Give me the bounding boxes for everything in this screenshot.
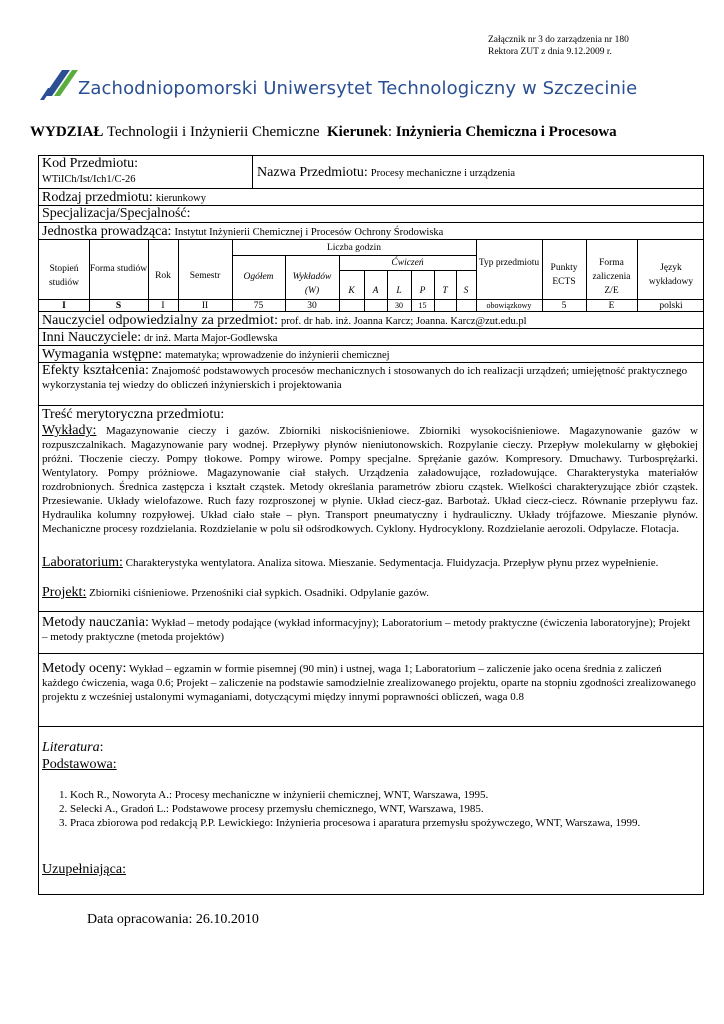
row-completion: E xyxy=(608,301,615,311)
header-level: Stopień studiów xyxy=(48,264,80,288)
other-teachers-value: dr inż. Marta Major-Godlewska xyxy=(144,333,278,344)
row-level: I xyxy=(62,301,66,311)
project-text: Zbiorniki ciśnieniowe. Przenośniki ciał sypkich. Osadniki. Odpylanie gazów. xyxy=(89,587,430,599)
header-exercises: Ćwiczeń xyxy=(391,258,424,268)
header-lectures: Wykładów (W) xyxy=(292,272,332,296)
literature-item: 1. Koch R., Noworyta A.: Procesy mechaniczne w inżynierii chemicznej, WNT, Warszawa, 1995. xyxy=(70,788,724,802)
learning-outcomes-label: Efekty kształcenia: xyxy=(42,363,149,378)
teaching-unit xyxy=(42,224,443,240)
header-language: Język wykładowy xyxy=(648,263,694,287)
other-teachers xyxy=(42,330,277,346)
row-total: 75 xyxy=(253,301,264,311)
literature-item: 2. Selecki A., Gradoń L.: Podstawowe procesy przemysłu chemicznego, WNT, Warszawa, 1985. xyxy=(70,802,724,816)
field-value: Inżynieria Chemiczna i Procesowa xyxy=(395,124,617,140)
header-completion: Forma zaliczenia Z/E xyxy=(592,258,631,296)
header-k: K xyxy=(348,286,355,296)
literature-title xyxy=(42,741,103,755)
other-teachers-label: Inni Nauczyciele: xyxy=(42,330,142,345)
course-name xyxy=(257,165,515,181)
prepared-date xyxy=(87,912,259,928)
header-total: Ogółem xyxy=(243,272,274,282)
course-name-label: Nazwa Przedmiotu: xyxy=(257,165,368,180)
faculty-heading: WYDZIAŁ Technologii i Inżynierii Chemiczne Kierunek: Inżynieria Chemiczna i Procesowa xyxy=(30,124,617,140)
lab-label: Laboratorium: xyxy=(42,555,123,570)
lab-text: Charakterystyka wentylatora. Analiza sitowa. Mieszanie. Sedymentacja. Fluidyzacja. Przepływ płynu przez wypełnienie. xyxy=(125,557,659,569)
prerequisites-value: matematyka; wprowadzenie do inżynierii chemicznej xyxy=(165,350,390,361)
grading-methods-text: Wykład – egzamin w formie pisemnej (90 min) i ustnej, waga 1; Laboratorium – zaliczenie jako ocena średnia z zaliczeń każdego ćwiczenia, waga 0.6; Projekt – zaliczenie na podstawie samodzielnie zrealizowanego projektu, oparte na stopniu zgodności zrealizowanego projektu z wcześniej ustalonymi wymaganiami, dotyczącymi między innymi poprawności obliczeń, waga 0.8 xyxy=(42,663,696,703)
basic-literature-list xyxy=(42,788,724,830)
university-logo-icon xyxy=(40,66,80,100)
header-l: L xyxy=(396,286,402,296)
literature-item: 3. Praca zbiorowa pod redakcją P.P. Lewickiego: Inżynieria procesowa i aparatura przemysłu spożywczego, WNT, Warszawa, 1999. xyxy=(70,816,724,830)
prepared-date-value: 26.10.2010 xyxy=(195,912,259,927)
project-section xyxy=(42,586,698,600)
course-type-label: Rodzaj przedmiotu: xyxy=(42,190,153,205)
header-form: Forma studiów xyxy=(89,264,148,274)
literature-title-text: Literatura xyxy=(42,740,100,755)
header-p: P xyxy=(419,286,426,296)
header-subject-type: Typ przedmiotu xyxy=(478,258,540,268)
lead-teacher-label: Nauczyciel odpowiedzialny za przedmiot: xyxy=(42,313,278,328)
learning-outcomes-value: Znajomość podstawowych procesów mechanicznych i stosowanych do ich realizacji urządzeń; umiejętność praktycznego wykorzystania tej wiedzy do obliczeń inżynierskich i projektowania xyxy=(42,365,688,391)
specialization-label: Specjalizacja/Specjalność: xyxy=(42,206,191,221)
faculty-label: WYDZIAŁ xyxy=(30,124,104,140)
project-label: Projekt: xyxy=(42,585,87,600)
row-l: 30 xyxy=(395,301,403,310)
header-semester: Semestr xyxy=(189,271,221,281)
row-language: polski xyxy=(659,301,683,311)
row-year: I xyxy=(161,301,165,311)
teaching-unit-value: Instytut Inżynierii Chemicznej i Procesów Ochrony Środowiska xyxy=(174,227,444,238)
prerequisites-label: Wymagania wstępne: xyxy=(42,347,163,362)
lectures-text: Magazynowanie cieczy i gazów. Zbiorniki niskociśnieniowe. Zbiorniki wysokociśnieniowe. Magazynowanie gazów w rozpuszczalnikach. Magazynowanie pary wodnej. Przepływy płynów nieniutonowskich. Rozpylanie cieczy. Przepływ molekularny w głębokiej próżni. Tłoczenie cieczy. Pompy tłokowe. Pompy wirowe. Pompy specjalne. Sprężanie gazów. Kompresory. Dmuchawy. Turbosprężarki. Wentylatory. Pompy próżniowe. Magazynowanie ciał stałych. Urządzenia załadowujące, rozładowujące. Charakterystyka materiałów rozdrobnionych. Średnica zastępcza i kształt cząstek. Metody określania parametrów zbioru cząstek. Wielkości charakteryzujące zbiór cząstek. Przesiewanie. Układy wielofazowe. Ruch fazy rozproszonej w płynie. Układ ciecz-gaz. Barbotaż. Układ ciecz-ciecz. Równanie przepływu faz. Hydraulika kolumny rozpyłowej. Układ ciało stałe – płyn. Transport pneumatyczny i hydrauliczny. Układy trójfazowe. Mieszanie płynów. Mechaniczne procesy rozdzielania. Rozdzielanie w polu sił odśrodkowych. Cyklony. Hydrocyklony. Rozdzielanie aerozoli. Odpylacze. Flotacja. xyxy=(42,425,699,535)
prerequisites xyxy=(42,347,390,363)
course-code-value: WTiICh/Ist/Ich1/C-26 xyxy=(42,174,136,185)
grading-methods-label: Metody oceny: xyxy=(42,661,127,676)
course-code-label: Kod Przedmiotu: xyxy=(42,156,139,171)
course-type xyxy=(42,190,206,206)
row-ects: 5 xyxy=(561,301,567,311)
course-card xyxy=(38,155,704,895)
teaching-methods xyxy=(42,616,698,644)
row-p: 15 xyxy=(418,301,427,310)
header-ects: Punkty ECTS xyxy=(550,263,578,287)
faculty-value: Technologii i Inżynierii Chemiczne xyxy=(106,124,320,140)
basic-literature-label: Podstawowa: xyxy=(42,757,117,772)
teaching-methods-label: Metody nauczania: xyxy=(42,615,149,630)
teaching-methods-text: Wykład – metody podające (wykład informacyjny); Laboratorium – metody praktyczne (ćwiczenia laboratoryjne); Projekt – metody praktyczne (metoda projektów) xyxy=(42,617,691,643)
header-hours: Liczba godzin xyxy=(326,243,382,253)
annex-note xyxy=(488,34,629,58)
course-name-value: Procesy mechaniczne i urządzenia xyxy=(370,168,516,179)
row-semester: II xyxy=(201,301,209,311)
literature-title-colon: : xyxy=(99,740,104,755)
header-year: Rok xyxy=(155,271,171,281)
lab-section xyxy=(42,556,698,570)
lectures-label: Wykłady: xyxy=(42,423,97,438)
lectures-section xyxy=(42,424,698,536)
lead-teacher-value: prof. dr hab. inż. Joanna Karcz; Joanna. Karcz@zut.edu.pl xyxy=(280,316,527,327)
row-lectures: 30 xyxy=(307,301,317,311)
field-label: Kierunek xyxy=(326,124,388,140)
prepared-date-label: Data opracowania: xyxy=(87,912,193,927)
university-name: Zachodniopomorski Uniwersytet Technologiczny w Szczecinie xyxy=(78,78,638,99)
annex-line-1: Załącznik nr 3 do zarządzenia nr 180 xyxy=(488,35,629,45)
learning-outcomes xyxy=(42,364,698,392)
header-t: T xyxy=(442,286,448,296)
row-subject-type: obowiązkowy xyxy=(486,301,532,310)
grading-methods xyxy=(42,662,698,704)
course-type-value: kierunkowy xyxy=(155,193,206,204)
header-s: S xyxy=(463,286,469,296)
content-title: Treść merytoryczna przedmiotu: xyxy=(42,407,225,422)
annex-line-2: Rektora ZUT z dnia 9.12.2009 r. xyxy=(488,47,612,57)
teaching-unit-label: Jednostka prowadząca: xyxy=(42,224,172,239)
header-a: A xyxy=(372,286,379,296)
lead-teacher xyxy=(42,313,527,329)
supplementary-literature-label: Uzupełniająca: xyxy=(42,862,126,877)
row-form: S xyxy=(115,301,122,311)
